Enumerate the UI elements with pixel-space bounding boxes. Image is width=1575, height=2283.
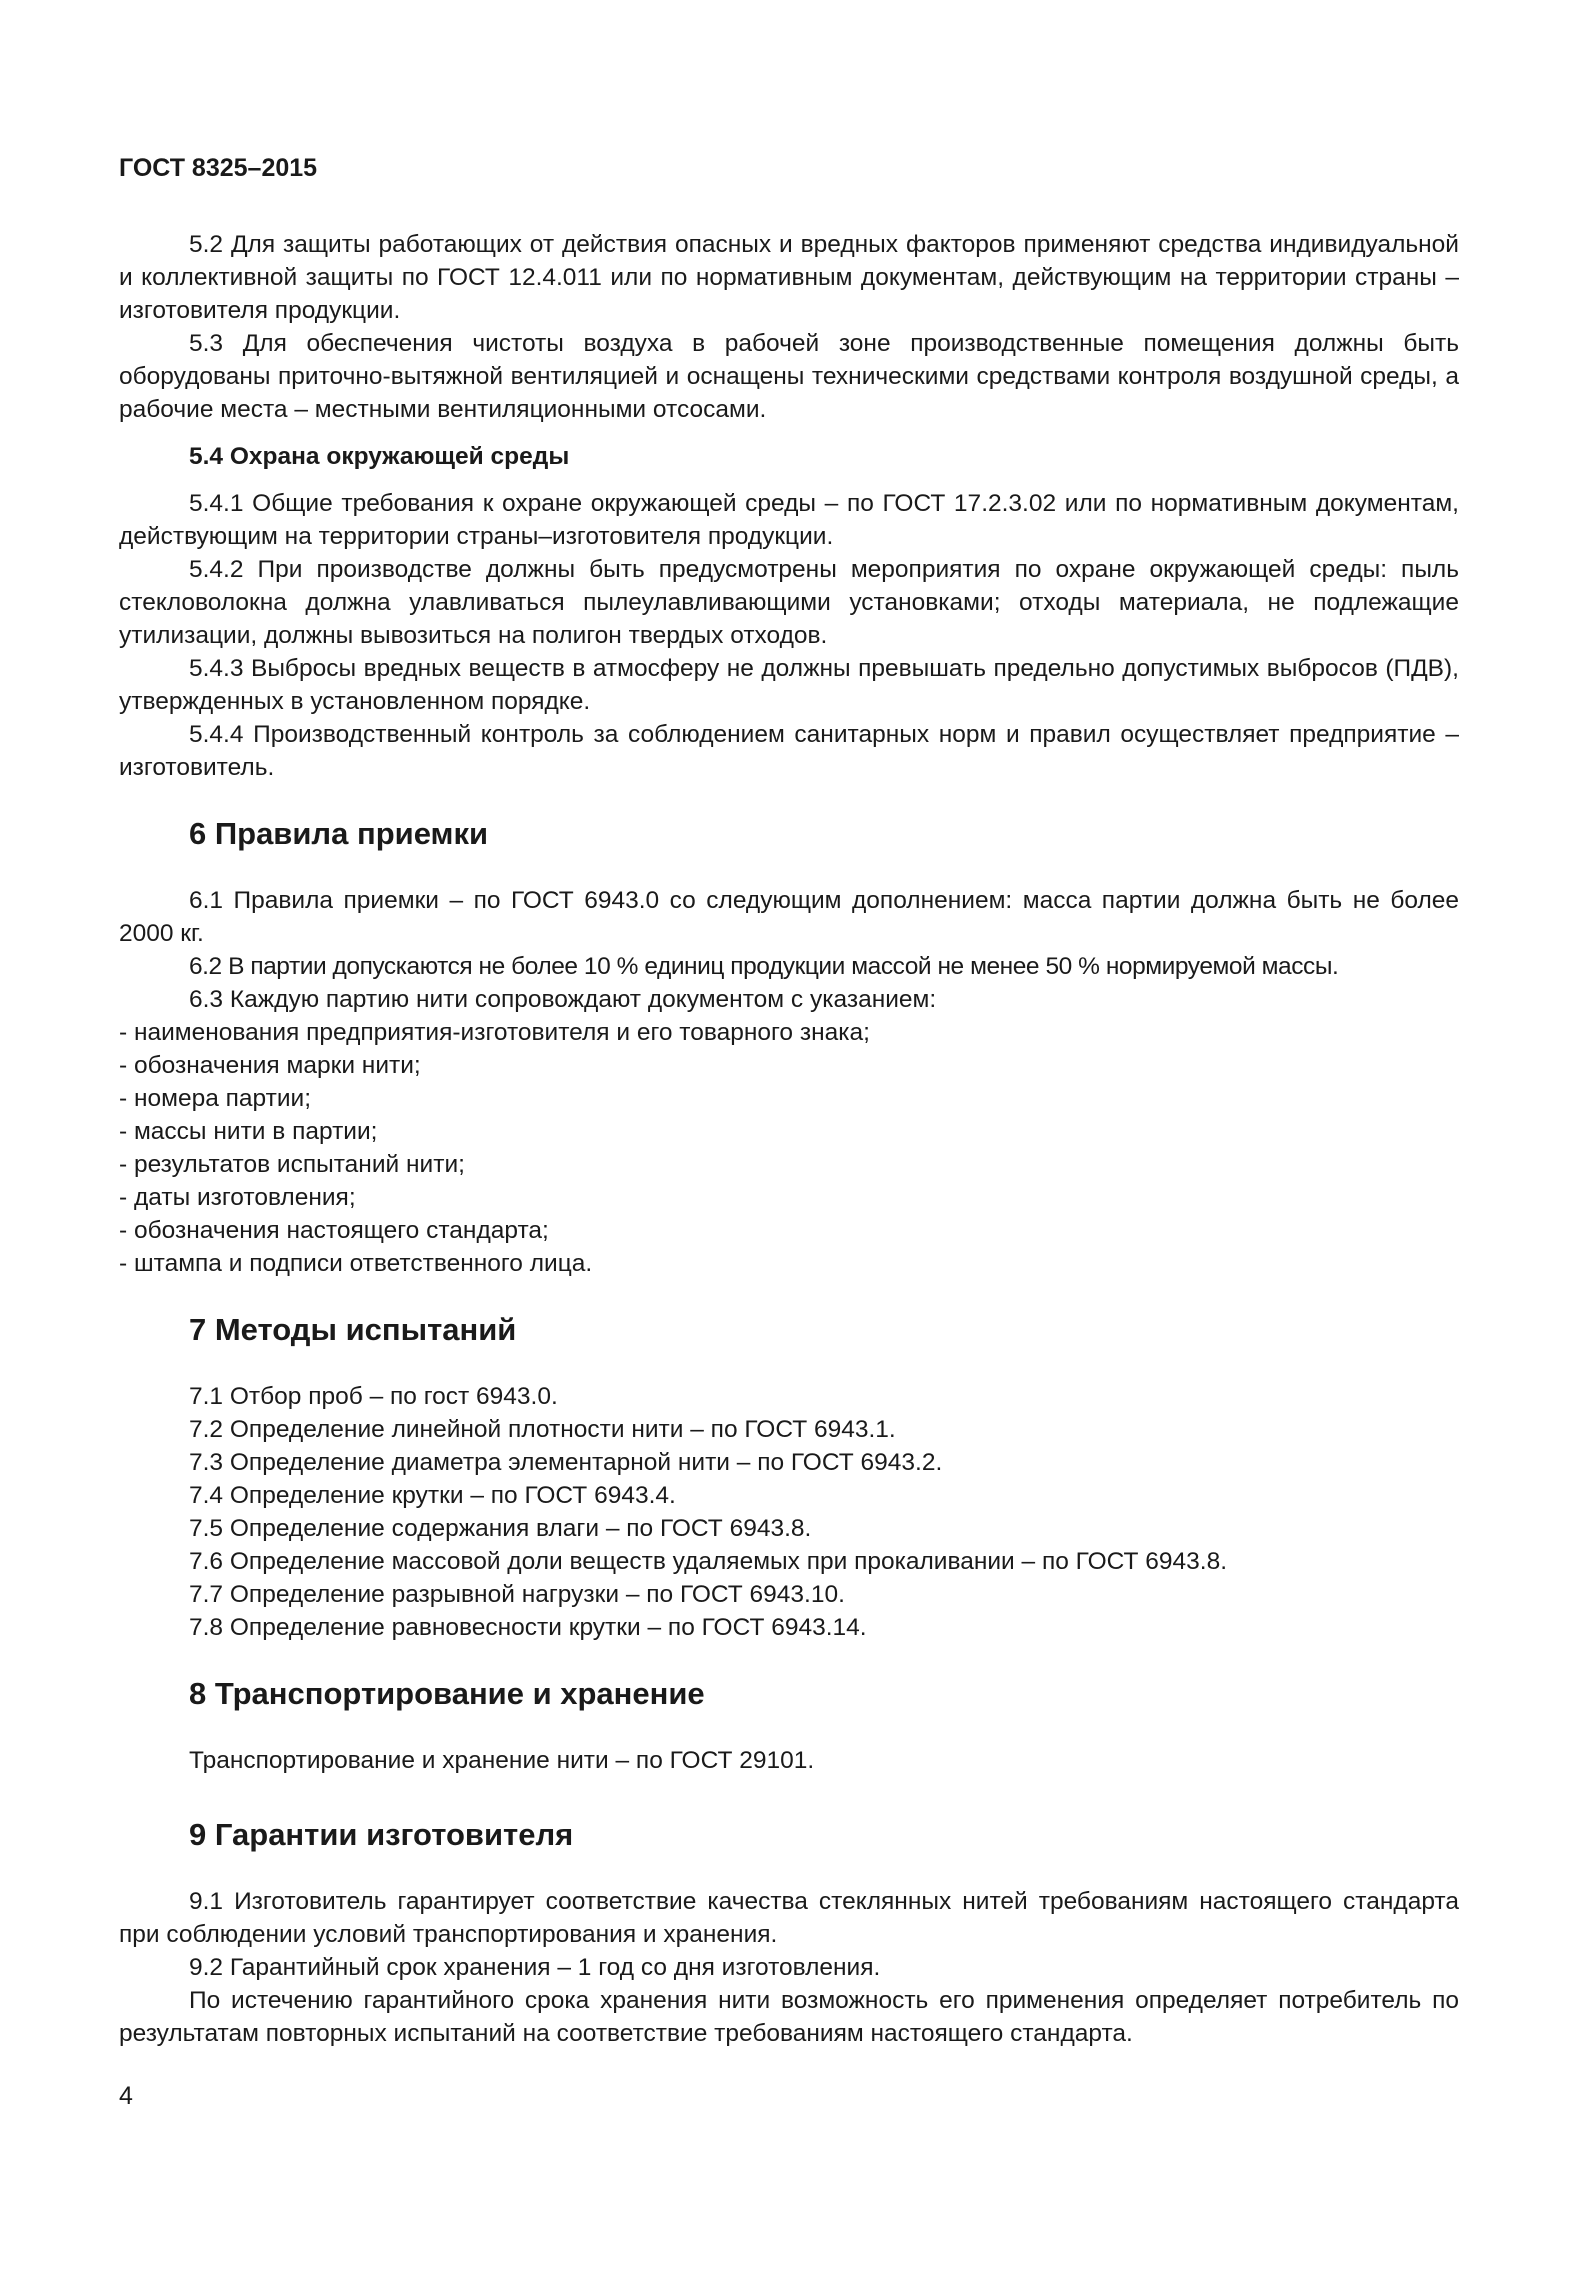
paragraph-5-4-4: 5.4.4 Производственный контроль за соблюдением санитарных норм и правил осуществляет предприятие – изготовитель. — [119, 721, 1459, 781]
section-title-9: 9 Гарантии изготовителя — [189, 1817, 574, 1852]
paragraph-9-1: 9.1 Изготовитель гарантирует соответствие качества стеклянных нитей требованиям настоящего стандарта при соблюдении условий транспортирования и хранения. — [119, 1888, 1459, 1948]
list-item: 7.2 Определение линейной плотности нити – по ГОСТ 6943.1. — [189, 1416, 896, 1443]
list-item: 7.4 Определение крутки – по ГОСТ 6943.4. — [189, 1482, 676, 1509]
document-requirements-list — [119, 1016, 1459, 1280]
paragraph-5-2: 5.2 Для защиты работающих от действия опасных и вредных факторов применяют средства индивидуальной и коллективной защиты по ГОСТ 12.4.011 или по нормативным документам, действующим на территории страны – изготовителя продукции. — [119, 231, 1459, 324]
list-item: 7.6 Определение массовой доли веществ удаляемых при прокаливании – по ГОСТ 6943.8. — [189, 1548, 1228, 1575]
paragraph-5-3: 5.3 Для обеспечения чистоты воздуха в рабочей зоне производственные помещения должны быть оборудованы приточно-вытяжной вентиляцией и оснащены техническими средствами контроля воздушной среды, а рабочие места – местными вентиляционными отсосами. — [119, 330, 1459, 423]
paragraph-5-4-2: 5.4.2 При производстве должны быть предусмотрены мероприятия по охране окружающей среды: пыль стекловолокна должна улавливаться пылеулавливающими установками; отходы материала, не подлежащие утилизации, должны вывозиться на полигон твердых отходов. — [119, 556, 1459, 649]
paragraph-8: Транспортирование и хранение нити – по ГОСТ 29101. — [189, 1747, 815, 1774]
paragraph-6-1: 6.1 Правила приемки – по ГОСТ 6943.0 со следующим дополнением: масса партии должна быть не более 2000 кг. — [119, 887, 1459, 947]
list-item: 7.8 Определение равновесности крутки – по ГОСТ 6943.14. — [189, 1614, 867, 1641]
section-title-8: 8 Транспортирование и хранение — [189, 1676, 705, 1711]
test-methods-list — [119, 1380, 1459, 1644]
paragraph-6-3: 6.3 Каждую партию нити сопровождают документом с указанием: — [189, 986, 937, 1013]
list-item: - массы нити в партии; — [119, 1118, 378, 1145]
document-header: ГОСТ 8325–2015 — [119, 154, 318, 182]
list-item: - даты изготовления; — [119, 1184, 356, 1211]
list-item: - обозначения настоящего стандарта; — [119, 1217, 549, 1244]
paragraph-9-2: 9.2 Гарантийный срок хранения – 1 год со дня изготовления. — [189, 1954, 881, 1981]
list-item: - штампа и подписи ответственного лица. — [119, 1250, 593, 1277]
document-body — [119, 228, 1459, 2050]
list-item: - наименования предприятия-изготовителя и его товарного знака; — [119, 1019, 870, 1046]
section-title-6: 6 Правила приемки — [189, 816, 489, 851]
list-item: - обозначения марки нити; — [119, 1052, 421, 1079]
paragraph-9-3: По истечению гарантийного срока хранения нити возможность его применения определяет потребитель по результатам повторных испытаний на соответствие требованиям настоящего стандарта. — [119, 1987, 1459, 2047]
page-number: 4 — [119, 2082, 133, 2110]
list-item: - номера партии; — [119, 1085, 312, 1112]
list-item: 7.5 Определение содержания влаги – по ГОСТ 6943.8. — [189, 1515, 812, 1542]
paragraph-6-2: 6.2 В партии допускаются не более 10 % единиц продукции массой не менее 50 % нормируемой массы. — [189, 953, 1339, 980]
list-item: - результатов испытаний нити; — [119, 1151, 465, 1178]
paragraph-5-4-1: 5.4.1 Общие требования к охране окружающей среды – по ГОСТ 17.2.3.02 или по нормативным документам, действующим на территории страны–изготовителя продукции. — [119, 490, 1459, 550]
list-item: 7.3 Определение диаметра элементарной нити – по ГОСТ 6943.2. — [189, 1449, 943, 1476]
list-item: 7.1 Отбор проб – по гост 6943.0. — [189, 1383, 558, 1410]
section-title-7: 7 Методы испытаний — [189, 1312, 517, 1347]
paragraph-5-4-3: 5.4.3 Выбросы вредных веществ в атмосферу не должны превышать предельно допустимых выбросов (ПДВ), утвержденных в установленном порядке. — [119, 655, 1459, 715]
subsection-title-5-4: 5.4 Охрана окружающей среды — [189, 443, 570, 470]
list-item: 7.7 Определение разрывной нагрузки – по ГОСТ 6943.10. — [189, 1581, 845, 1608]
